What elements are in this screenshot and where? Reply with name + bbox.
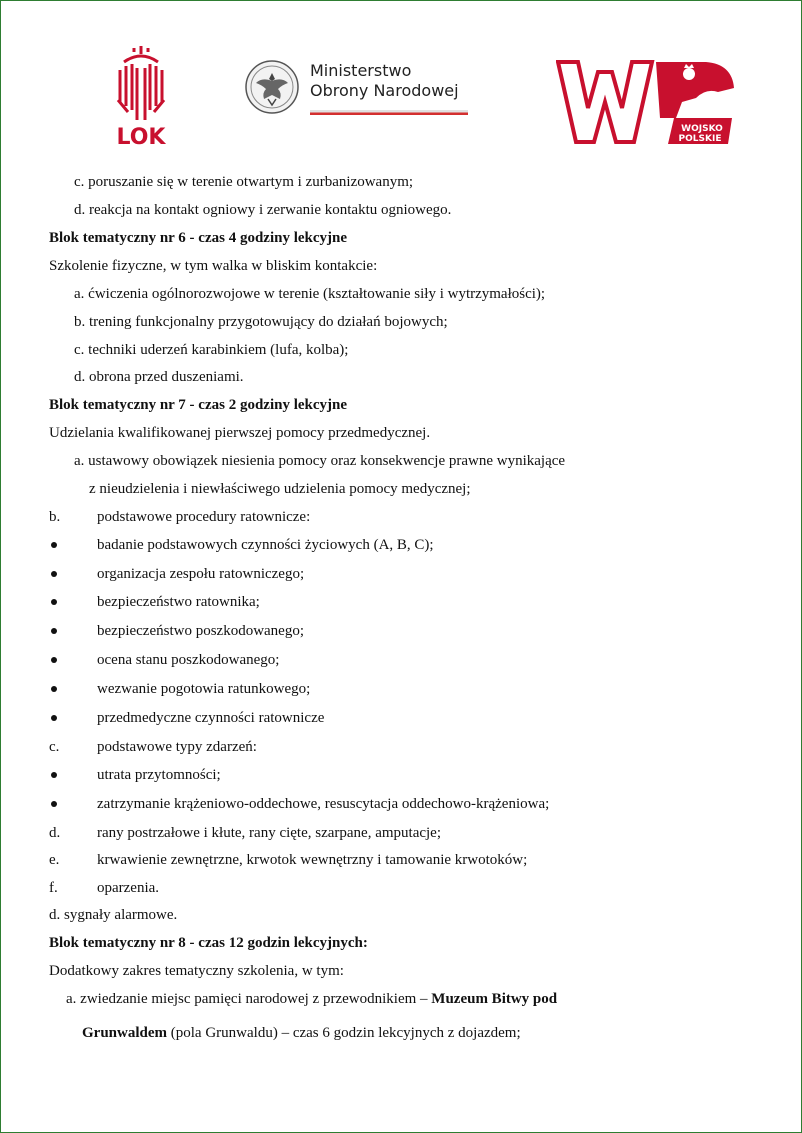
list-item: a. ćwiczenia ogólnorozwojowe w terenie (kształtowanie siły i wytrzymałości); [74,286,546,302]
list-item: podstawowe typy zdarzeń: [97,739,257,755]
list-item: oparzenia. [97,880,160,896]
bullet-item: ocena stanu poszkodowanego; [97,652,280,668]
paragraph: Udzielania kwalifikowanej pierwszej pomocy przedmedycznej. [49,425,431,441]
list-label: e. [49,852,60,868]
section-heading-7: Blok tematyczny nr 7 - czas 2 godziny lekcyjne [49,397,348,413]
list-item: c. techniki uderzeń karabinkiem (lufa, kolba); [74,342,349,358]
bullet-item: zatrzymanie krążeniowo-oddechowe, resuscytacja oddechowo-krążeniowa; [97,796,550,812]
bullet-icon [51,715,57,721]
bullet-item: bezpieczeństwo ratownika; [97,594,260,610]
list-item-text: (pola Grunwaldu) – czas 6 godzin lekcyjnych z dojazdem; [167,1025,521,1041]
wp-badge-line2: POLSKIE [678,134,722,144]
bullet-icon [51,628,57,634]
list-item: rany postrzałowe i kłute, rany cięte, szarpane, amputacje; [97,825,442,841]
list-item: d. sygnały alarmowe. [49,907,178,923]
bullet-item: bezpieczeństwo poszkodowanego; [97,623,305,639]
section-heading-8: Blok tematyczny nr 8 - czas 12 godzin lekcyjnych: [49,935,368,951]
bullet-item: organizacja zespołu ratowniczego; [97,566,305,582]
museum-name: Muzeum Bitwy pod [431,991,558,1007]
bullet-icon [51,686,57,692]
bullet-icon [51,657,57,663]
bullet-icon [51,542,57,548]
list-item-text: a. zwiedzanie miejsc pamięci narodowej z przewodnikiem – [66,991,432,1007]
list-item: d. obrona przed duszeniami. [74,369,244,385]
list-item: krwawienie zewnętrzne, krwotok wewnętrzny i tamowanie krwotoków; [97,852,528,868]
wp-badge-line1: WOJSKO [681,124,723,134]
list-item-continuation: z nieudzielenia i niewłaściwego udzielenia pomocy medycznej; [89,481,471,497]
paragraph: Szkolenie fizyczne, w tym walka w bliskim kontakcie: [49,258,378,274]
list-item-continuation [82,1024,521,1042]
list-item: b. trening funkcjonalny przygotowujący do działań bojowych; [74,314,448,330]
list-item: d. reakcja na kontakt ogniowy i zerwanie kontaktu ogniowego. [74,202,452,218]
bullet-icon [51,801,57,807]
list-item: podstawowe procedury ratownicze: [97,509,311,525]
list-item: a. ustawowy obowiązek niesienia pomocy oraz konsekwencje prawne wynikające [74,453,566,469]
mon-name-line2: Obrony Narodowej [310,81,459,100]
list-item [66,990,557,1008]
section-heading-6: Blok tematyczny nr 6 - czas 4 godziny lekcyjne [49,230,348,246]
list-label: f. [49,880,58,896]
list-label: d. [49,825,61,841]
list-item: c. poruszanie się w terenie otwartym i zurbanizowanym; [74,174,414,190]
list-label: c. [49,739,60,755]
list-label: b. [49,509,61,525]
bullet-icon [51,599,57,605]
bullet-item: badanie podstawowych czynności życiowych (A, B, C); [97,537,434,553]
bullet-item: utrata przytomności; [97,767,221,783]
bullet-icon [51,772,57,778]
bullet-item: wezwanie pogotowia ratunkowego; [97,681,311,697]
bullet-item: przedmedyczne czynności ratownicze [97,710,325,726]
place-name: Grunwaldem [82,1025,168,1041]
paragraph: Dodatkowy zakres tematyczny szkolenia, w tym: [49,963,344,979]
lok-text: LOK [116,125,166,150]
mon-name-line1: Ministerstwo [310,61,412,80]
bullet-icon [51,571,57,577]
